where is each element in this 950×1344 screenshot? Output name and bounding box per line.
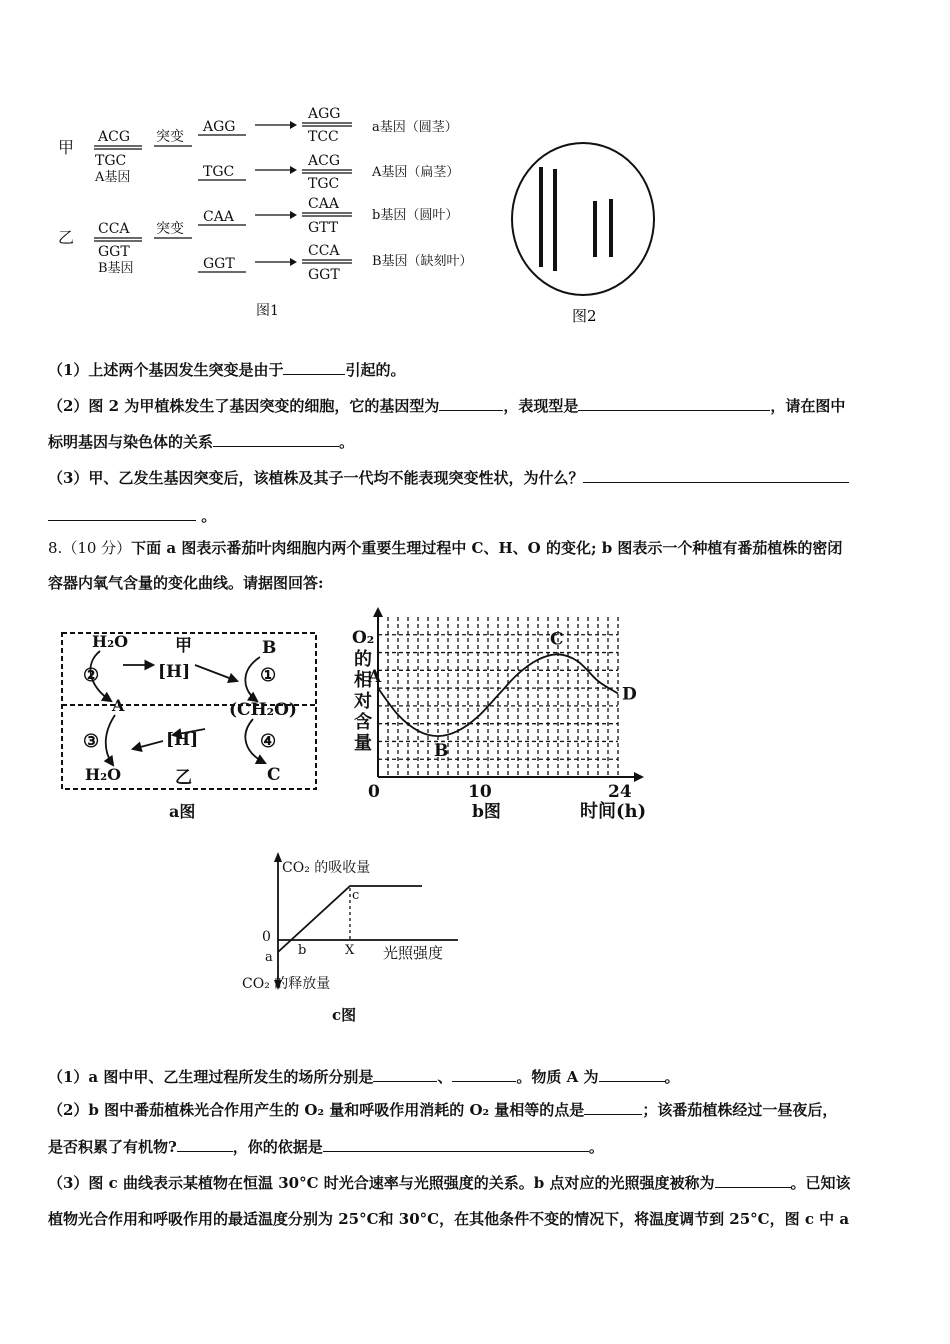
chart-point-label-d: D [622, 684, 637, 705]
q7-part1 [48, 359, 908, 381]
fig1-yi-row2-top: CCA [308, 243, 340, 259]
fig1-jia-orig-gene: A基因 [95, 170, 131, 185]
fig-a-c: C [267, 765, 281, 785]
chart-ylabel-char: 量 [354, 733, 372, 754]
fig1-jia-row2-single: TGC [203, 164, 235, 180]
answer-blank[interactable] [452, 1067, 516, 1082]
fig-c-up-arrow-icon [274, 852, 282, 862]
fig-a-b: B [262, 638, 277, 658]
q7-p2-text-d: 标明基因与染色体的关系 [48, 433, 214, 451]
x-tick-label: 0 [368, 782, 380, 802]
q8-stem-text-2: 容器内氧气含量的变化曲线。请据图回答: [48, 574, 324, 592]
fig1-jia-row1-bottom: TCC [308, 129, 339, 145]
answer-blank[interactable] [177, 1137, 233, 1152]
q8-p3-text-c: 植物光合作用和呼吸作用的最适温度分别为 25°C和 30°C，在其他条件不变的情况下，将温度调节到 25°C，图 c 中 a [48, 1210, 850, 1228]
chart-grid [378, 617, 618, 777]
fig-c-ylabel-bottom: CO₂ 的释放量 [242, 976, 331, 992]
q7-p2-text-c: ，请在图中 [770, 397, 846, 415]
fig1-yi-row1-single: CAA [203, 209, 234, 225]
answer-blank[interactable] [583, 468, 849, 483]
answer-blank[interactable] [283, 360, 345, 375]
fig1-jia-orig-bottom: TGC [95, 153, 127, 169]
fig1-yi-orig-bottom: GGT [98, 244, 130, 260]
q8-part3-line2 [48, 1208, 908, 1230]
q8-stem-line1 [48, 537, 908, 559]
q8-part3-line1 [48, 1172, 908, 1194]
q7-p3-text-b: 。 [201, 507, 217, 525]
fig1-yi-mutation-label: 突变 [156, 221, 184, 237]
answer-blank[interactable] [599, 1067, 665, 1082]
fig-c-b: b [298, 943, 307, 958]
figure-2 [505, 125, 665, 335]
fig-c-ylabel-top: CO₂ 的吸收量 [282, 860, 371, 876]
q8-part1 [48, 1066, 908, 1088]
fig1-yi-orig-top: CCA [98, 221, 130, 237]
fig-a-caption: a图 [169, 802, 196, 821]
fig1-yi-row1-top: CAA [308, 196, 339, 212]
q7-part2-line1 [48, 395, 908, 417]
x-tick-label: 24 [608, 782, 632, 802]
q7-part2-line2 [48, 431, 908, 453]
x-tick-label: 10 [468, 782, 492, 802]
fig1-yi-row2-bottom: GGT [308, 267, 340, 283]
q8-p1-text-b: 、 [437, 1068, 453, 1086]
figure-b-chart [340, 605, 650, 830]
fig-c-xlabel: 光照强度 [383, 944, 444, 962]
fig-c-a: a [265, 950, 273, 965]
q7-part3-line2 [48, 505, 908, 527]
q8-p1-text-d: 。 [664, 1068, 680, 1086]
answer-blank[interactable] [439, 396, 503, 411]
fig1-jia-row1-single: AGG [203, 119, 236, 135]
q8-p2-text-e: 。 [588, 1138, 604, 1156]
chart-point-label-a: A [368, 667, 382, 688]
answer-blank[interactable] [48, 506, 196, 521]
chart-caption: b图 [472, 802, 501, 822]
fig-a-ch2o: (CH₂O) [229, 700, 297, 720]
fig-a-step4: ④ [260, 731, 277, 752]
fig-a-h2o-top: H₂O [92, 632, 129, 651]
answer-blank[interactable] [715, 1173, 791, 1188]
fig1-jia-orig-top: ACG [98, 129, 131, 145]
q8-p3-text-a: （3）图 c 曲线表示某植物在恒温 30°C 时光合速率与光照强度的关系。b 点对应的光照强度被称为 [48, 1174, 715, 1192]
fig-c-caption: c图 [332, 1006, 357, 1024]
chart-ylabel-char: O₂ [352, 628, 375, 648]
fig-a-h-lower: [H] [166, 730, 199, 750]
chart-ylabel-char: 含 [354, 712, 372, 733]
fig1-yi-row2-single: GGT [203, 256, 235, 272]
fig1-yi-row1-bottom: GTT [308, 220, 339, 236]
q8-stem-text-1: 下面 a 图表示番茄叶肉细胞内两个重要生理过程中 C、H、O 的变化; b 图表示一个种植有番茄植株的密闭 [131, 539, 843, 557]
fig2-caption: 图2 [572, 307, 597, 325]
y-axis-arrow-icon [373, 607, 383, 617]
x-axis-arrow-icon [634, 772, 644, 782]
answer-blank[interactable] [373, 1067, 437, 1082]
chart-ylabel-char: 对 [354, 691, 372, 712]
fig1-yi-row1-result: b基因（圆叶） [372, 208, 459, 223]
fig-a-h2o-bottom: H₂O [85, 765, 122, 784]
q8-number: 8. [48, 539, 63, 557]
q7-p1-text-b: 引起的。 [345, 361, 406, 379]
fig1-jia-row1-result: a基因（圆茎） [372, 120, 458, 135]
answer-blank[interactable] [578, 396, 770, 411]
figure-1 [50, 95, 510, 325]
q8-part2-line2 [48, 1136, 908, 1158]
q7-p2-text-e: 。 [339, 433, 355, 451]
fig1-jia-row1-top: AGG [308, 106, 341, 122]
fig-a-h-upper: [H] [158, 662, 191, 682]
fig1-jia-row2-result: A基因（扁茎） [372, 165, 460, 180]
cell-outline [512, 143, 654, 295]
fig1-yi-row2-result: B基因（缺刻叶） [372, 254, 473, 269]
answer-blank[interactable] [584, 1100, 642, 1115]
q8-p1-text-a: （1）a 图中甲、乙生理过程所发生的场所分别是 [48, 1068, 374, 1086]
q8-p2-text-b: ；该番茄植株经过一昼夜后， [642, 1101, 838, 1119]
fig-a-yi: 乙 [175, 768, 192, 788]
chart-xlabel: 时间(h) [580, 801, 647, 822]
q8-p2-text-c: 是否积累了有机物? [48, 1138, 177, 1156]
figure-a [55, 625, 325, 825]
q8-part2-line1 [48, 1099, 908, 1121]
q7-p3-text-a: （3）甲、乙发生基因突变后，该植株及其子一代均不能表现突变性状，为什么？ [48, 469, 584, 487]
fig-c-c: c [352, 888, 360, 903]
chart-point-label-c: C [550, 629, 564, 650]
fig-a-step3: ③ [83, 731, 100, 752]
answer-blank[interactable] [323, 1137, 589, 1152]
chart-ylabel-char: 相 [354, 670, 372, 691]
fig-a-step1: ① [260, 665, 277, 686]
q8-p2-text-d: ，你的依据是 [232, 1138, 323, 1156]
fig1-jia-row2-top: ACG [308, 153, 341, 169]
q8-p1-text-c: 。物质 A 为 [516, 1068, 599, 1086]
q8-p3-text-b: 。已知该 [790, 1174, 851, 1192]
chart-ylabel-char: 的 [354, 649, 372, 670]
q7-p2-text-b: ，表现型是 [503, 397, 579, 415]
fig-a-jia: 甲 [175, 636, 192, 656]
fig1-jia-row2-bottom: TGC [308, 176, 340, 192]
q8-p2-text-a: （2）b 图中番茄植株光合作用产生的 O₂ 量和呼吸作用消耗的 O₂ 量相等的点是 [48, 1101, 585, 1119]
chart-point-label-b: B [434, 741, 449, 762]
q8-stem-line2 [48, 572, 908, 594]
figure-c [240, 850, 470, 1030]
fig1-yi-label: 乙 [58, 228, 75, 247]
fig-a-a: A [112, 696, 125, 715]
fig1-jia-mutation-label: 突变 [156, 129, 184, 145]
fig-c-x: X [345, 943, 355, 958]
answer-blank[interactable] [213, 432, 339, 447]
q7-part3-line1 [48, 467, 908, 489]
fig1-caption: 图1 [256, 303, 279, 319]
fig-a-step2: ② [83, 665, 100, 686]
q7-p2-text-a: （2）图 2 为甲植株发生了基因突变的细胞，它的基因型为 [48, 397, 440, 415]
q7-p1-text-a: （1）上述两个基因发生突变是由于 [48, 361, 284, 379]
fig1-jia-label: 甲 [58, 138, 75, 157]
fig1-yi-orig-gene: B基因 [98, 261, 134, 276]
fig-c-zero: 0 [262, 929, 271, 945]
q8-score: （10 分） [62, 539, 132, 557]
